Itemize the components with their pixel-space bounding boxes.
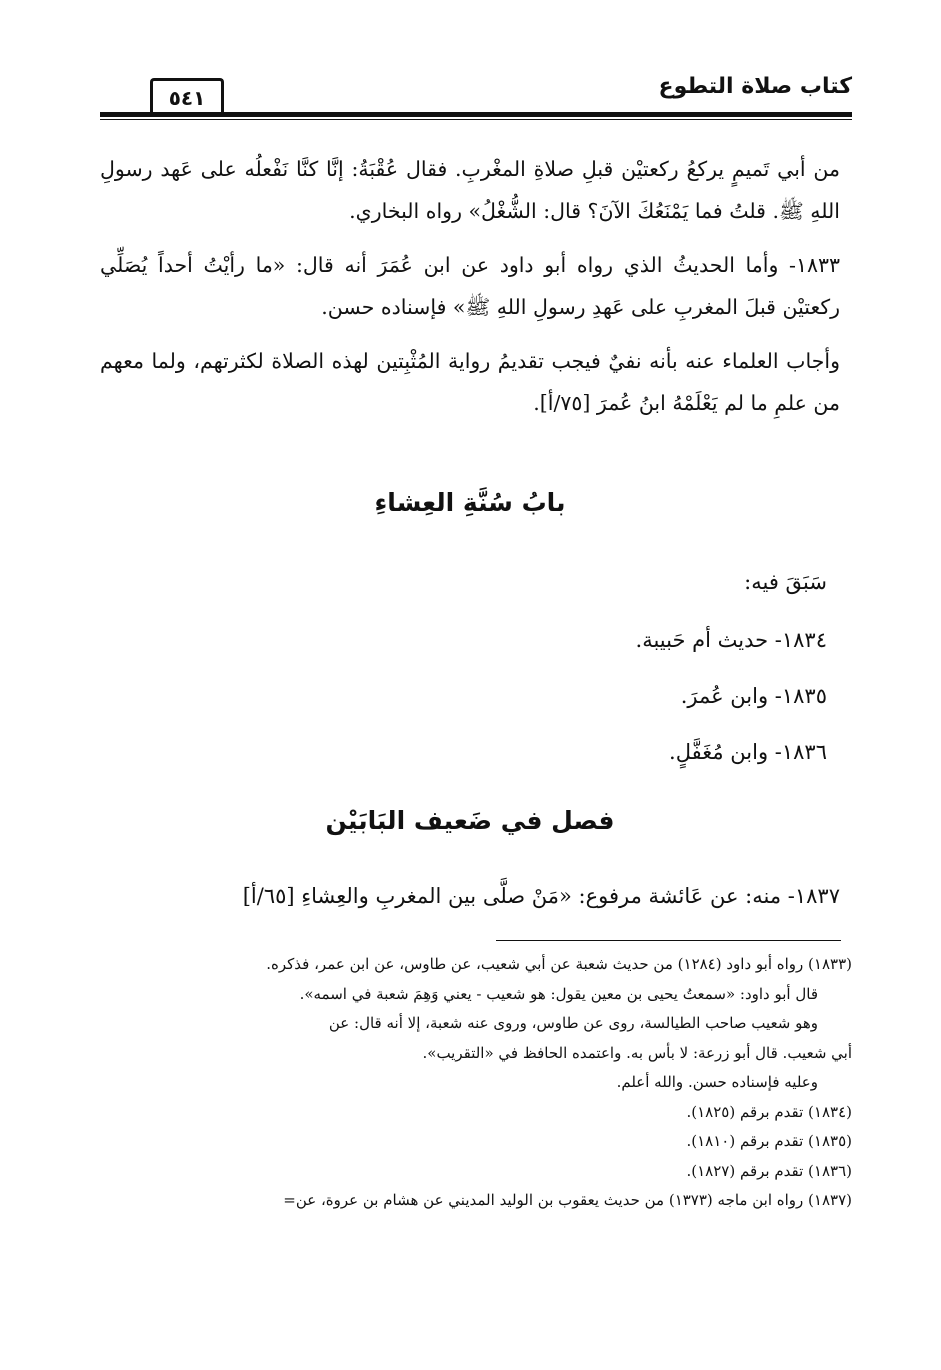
footnote-line: قال أبو داود: «سمعتُ يحيى بن معين يقول: هو شعيب - يعني وَهِمَ شعبة في اسمه».: [299, 984, 818, 1003]
section-heading-isha: بابُ سُنَّةِ العِشاءِ: [374, 488, 566, 517]
text-line: ١٨٣٣- وأما الحديثُ الذي رواه أبو داود عن ابن عُمَرَ أنه قال: «ما رأيْتُ أحداً: [158, 253, 840, 277]
footnote-line: (١٨٣٤) تقدم برقم (١٨٢٥).: [686, 1102, 852, 1121]
running-title: كتاب صلاة التطوع: [658, 74, 852, 99]
text-line: من أبي تَميمٍ يركعُ ركعتيْن قبلِ صلاةِ المغْربِ. فقال عُقْبَةُ: إنَّا كنَّا نَفْعلُه على عَهد: [160, 157, 840, 181]
footnote-line: أبي شعيب. قال أبو زرعة: لا بأس به. واعتمده الحافظ في «التقريب».: [422, 1043, 852, 1062]
text-line: يُصَلِّي ركعتيْن قبلَ المغربِ على عَهدِ رسولِ اللهِ ﷺ» فإسناده حسن.: [100, 253, 840, 319]
list-item: ١٨٣٥- وابن عُمرَ.: [680, 684, 827, 708]
hadith-entry-1837: ١٨٣٧- منه: عن عَائشة مرفوع: «مَنْ صلَّى بين المغربِ والعِشاءِ [٦٥/أ]: [242, 884, 840, 908]
footnote-line: وهو شعيب صاحب الطيالسة، روى عن طاوس، وروى عنه شعبة، إلا أنه قال: عن: [328, 1014, 818, 1032]
page-number: ٥٤١: [150, 78, 224, 117]
footnote-line: (١٨٣٧) رواه ابن ماجه (١٣٧٣) من حديث يعقوب بن الوليد المديني عن هشام بن عروة، عن=: [283, 1191, 852, 1209]
footnote-line: (١٨٣٦) تقدم برقم (١٨٢٧).: [686, 1161, 852, 1180]
main-text: [100, 148, 840, 436]
list-item: ١٨٣٦- وابن مُغَفَّلٍ.: [669, 740, 827, 764]
footnote-line: (١٨٣٥) تقدم برقم (١٨١٠).: [686, 1132, 852, 1150]
text-line: رسولِ اللهِ ﷺ. قلتُ فما يَمْنَعُكَ الآنَ؟ قال: الشُّغْلُ» رواه البخاري.: [100, 157, 840, 223]
isha-list: [100, 562, 827, 780]
header-rule-thin: [100, 119, 852, 120]
section-heading-weak: فصل في ضَعيف البَابَيْن: [325, 806, 615, 835]
text-line: وأجاب العلماء عنه بأنه نفيٌ فيجب تقديمُ رواية المُثْبِتين لهذه الصلاة لكثرتهم،: [193, 349, 840, 373]
footnote-line: (١٨٣٣) رواه أبو داود (١٢٨٤) من حديث شعبة عن أبي شعيب، عن طاوس، عن ابن عمر، فذكره.: [266, 955, 852, 973]
footnote-line: وعليه فإسناده حسن. والله أعلم.: [616, 1073, 818, 1091]
list-item: ١٨٣٤- حديث أم حَبيبة.: [635, 628, 827, 652]
paragraph-hadith-1833: [100, 244, 840, 328]
footnotes: [100, 950, 852, 1216]
paragraph-scholars-answer: [100, 340, 840, 424]
text-line: ولما معهم من علمِ ما لم يَعْلَمْهُ ابنُ عُمرَ [٧٥/أ].: [100, 349, 840, 415]
page-header: [100, 68, 852, 124]
header-rule-thick: [100, 112, 852, 117]
paragraph-hadith-continuation: [100, 148, 840, 232]
list-intro: سَبَقَ فيه:: [744, 570, 827, 594]
footnote-separator: [496, 940, 841, 941]
